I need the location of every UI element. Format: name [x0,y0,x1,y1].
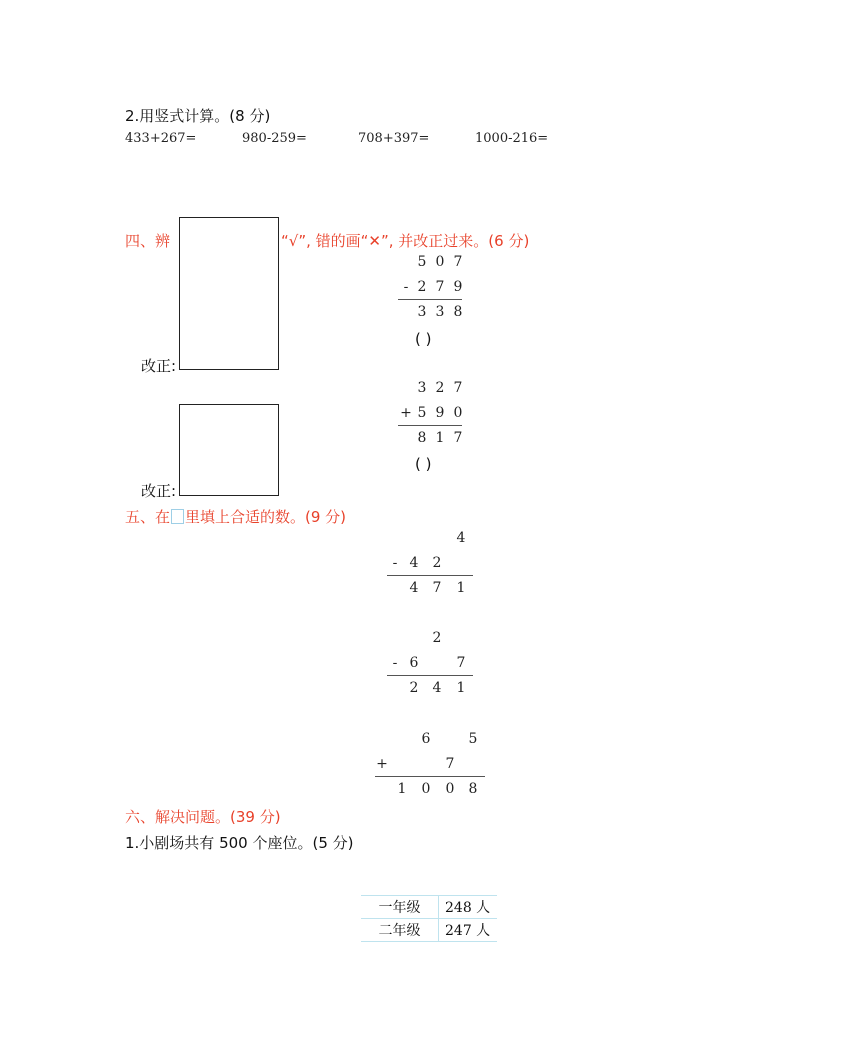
fill3-res-d1: 1 [397,781,407,797]
fill3-res-d4: 8 [468,781,478,797]
calc1-top-d2: 0 [435,254,445,270]
calc1-res-d2: 3 [435,304,445,320]
fill1-res-d1: 4 [409,580,419,596]
calc1-res-d3: 8 [453,304,463,320]
expression-4: 1000-216= [475,131,549,146]
section4-title-right: “√”, 错的画“✕”, 并改正过来。(6 分) [281,232,530,250]
fill1-operator: - [392,555,398,571]
fill-calc-2 [384,630,476,700]
count-cell: 247 人 [439,919,498,942]
question-1: 1.小剧场共有 500 个座位。(5 分) [125,834,354,852]
section5-title [125,506,346,527]
fill2-mid-d3: 7 [456,655,466,671]
answer-box-2[interactable] [179,404,279,496]
fill3-res-d2: 0 [421,781,431,797]
fill3-top-d2: 6 [421,731,431,747]
calc1-rule [398,299,462,300]
blank-box-icon [171,509,184,524]
calc1-top-d3: 7 [453,254,463,270]
fill2-res-d2: 4 [432,680,442,696]
calc2-rule [398,425,462,426]
fill-calc-3 [372,731,488,801]
fill2-res-d3: 1 [456,680,466,696]
fix-label-2: 改正: [141,482,177,500]
calc2-operator: + [400,405,412,421]
calc2-top-d2: 2 [435,380,445,396]
calc1-top-d1: 5 [417,254,427,270]
section6-title: 六、解决问题。(39 分) [125,808,281,826]
grade-cell: 一年级 [361,896,439,919]
fill3-res-d3: 0 [445,781,455,797]
calc2-top-d1: 3 [417,380,427,396]
section5-title-after: 里填上合适的数。(9 分) [185,508,347,526]
fill1-res-d2: 7 [432,580,442,596]
fill1-mid-d1: 4 [409,555,419,571]
judge-paren-1[interactable]: ( ) [415,330,432,348]
fill2-top-d2: 2 [432,630,442,646]
fill1-mid-d2: 2 [432,555,442,571]
calc1-mid-d1: 2 [417,279,427,295]
seat-table [361,895,497,942]
fill1-rule [387,575,473,576]
fill3-operator: + [376,756,388,772]
fill3-mid-d3: 7 [445,756,455,772]
calc2-res-d2: 1 [435,430,445,446]
grade-cell: 二年级 [361,919,439,942]
fill2-rule [387,675,473,676]
section2-title: 2.用竖式计算。(8 分) [125,107,271,125]
calc2-mid-d3: 0 [453,405,463,421]
fill3-rule [375,776,485,777]
fix-label-1: 改正: [141,357,177,375]
expression-1: 433+267= [125,131,197,146]
table-row [361,896,497,919]
fill-calc-1 [384,530,476,600]
answer-box-1[interactable] [179,217,279,370]
calc2-mid-d2: 9 [435,405,445,421]
fill2-res-d1: 2 [409,680,419,696]
calc1-operator: - [403,279,409,295]
calc1-res-d1: 3 [417,304,427,320]
section5-title-before: 五、在 [125,508,171,526]
count-cell: 248 人 [439,896,498,919]
judge-paren-2[interactable]: ( ) [415,455,432,473]
calc1-mid-d2: 7 [435,279,445,295]
calc2-mid-d1: 5 [417,405,427,421]
fill2-operator: - [392,655,398,671]
fill2-mid-d1: 6 [409,655,419,671]
calc2-res-d3: 7 [453,430,463,446]
fill3-top-d4: 5 [468,731,478,747]
section4-title-left: 四、辨 [125,232,171,250]
expression-3: 708+397= [358,131,430,146]
fill1-res-d3: 1 [456,580,466,596]
table-row [361,919,497,942]
fill1-top-d3: 4 [456,530,466,546]
calc1-mid-d3: 9 [453,279,463,295]
calc2-res-d1: 8 [417,430,427,446]
calc2-top-d3: 7 [453,380,463,396]
expression-2: 980-259= [242,131,307,146]
